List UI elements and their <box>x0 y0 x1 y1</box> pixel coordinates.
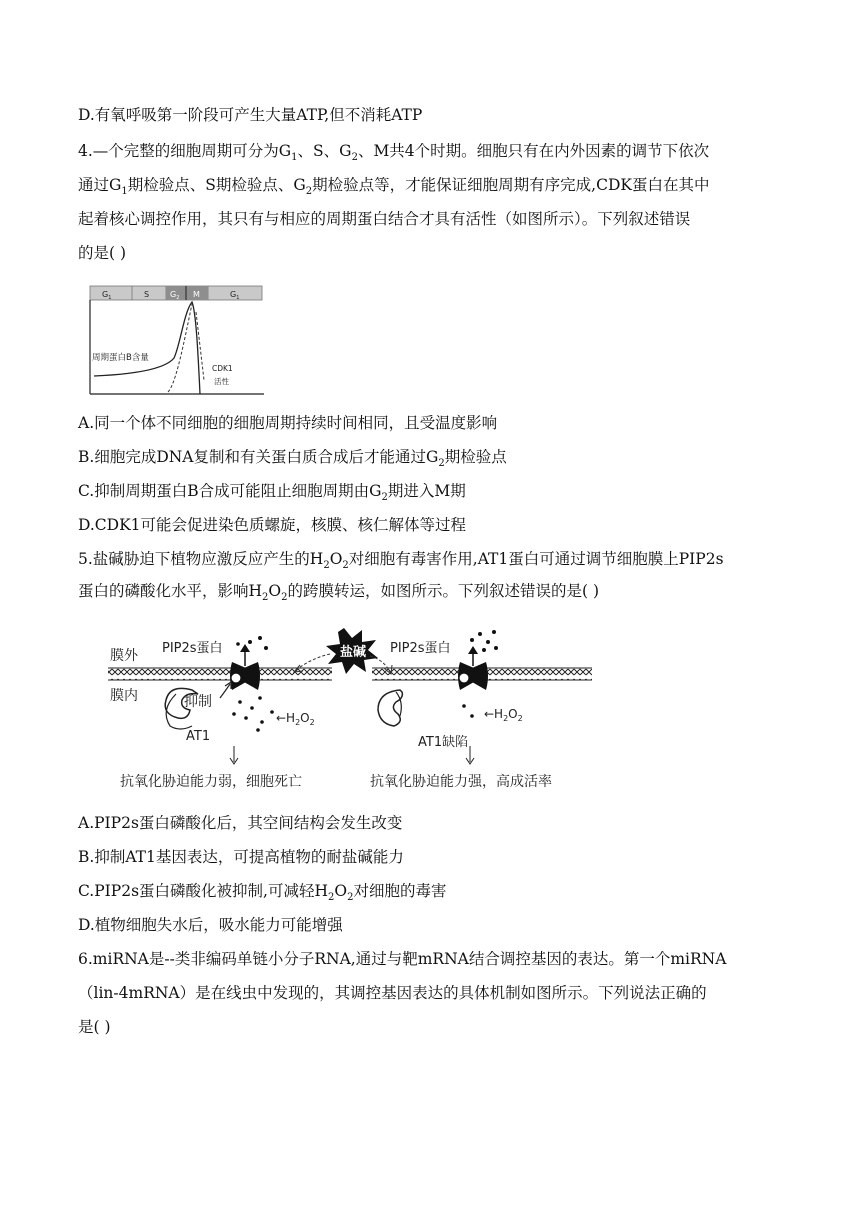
option-d-q3: D.有氧呼吸第一阶段可产生大量ATP,但不消耗ATP <box>78 106 423 124</box>
q4-stem-line2: 通过$G_1$期检验点、S期检验点、$G_2$期检验点等，才能保证细胞周期有序完成,CDK蛋白在其中 <box>78 176 710 198</box>
activity-label: 活性 <box>214 377 229 386</box>
q4-option-b: B.细胞完成DNA复制和有关蛋白质合成后才能通过$G_2$期检验点 <box>78 448 507 470</box>
q6-stem-line1: 6.miRNA是--类非编码单链小分子RNA,通过与靶mRNA结合调控基因的表达。第一个miRNA <box>78 950 727 968</box>
at1-label: AT1 <box>186 729 211 744</box>
cyclin-b-label: 周期蛋白B含量 <box>92 353 149 363</box>
q4-stem-line3: 起着核心调控作用，其只有与相应的周期蛋白结合才具有活性（如图所示）。下列叙述错误 <box>78 210 691 228</box>
membrane-figure <box>100 622 600 798</box>
q4-stem-line4: 的是( ) <box>78 244 127 262</box>
phase-g2-label: $G_2$ <box>170 290 180 301</box>
at1-defect-label: AT1缺陷 <box>418 735 469 750</box>
q5-stem-line2: 蛋白的磷酸化水平，影响$H_2O_2$的跨膜转运，如图所示。下列叙述错误的是( ) <box>78 582 600 604</box>
cell-cycle-figure <box>80 272 270 402</box>
result-right: 抗氧化胁迫能力强，高成活率 <box>370 774 552 790</box>
pip2s-label-right: PIP2s蛋白 <box>390 641 451 656</box>
cdk1-label: CDK1 <box>212 364 233 373</box>
h2o2-label-right: $\leftarrow H_2O_2$ <box>484 707 523 723</box>
inside-label: 膜内 <box>110 688 138 704</box>
q5-option-a: A.PIP2s蛋白磷酸化后，其空间结构会发生改变 <box>78 814 403 832</box>
q6-stem-line3: 是( ) <box>78 1018 111 1036</box>
q6-stem-line2: （lin-4mRNA）是在线虫中发现的，其调控基因表达的具体机制如图所示。下列说法正确的 <box>78 984 707 1002</box>
outside-label: 膜外 <box>110 648 138 664</box>
q4-option-a: A.同一个体不同细胞的细胞周期持续时间相同，且受温度影响 <box>78 414 498 432</box>
svg-text:盐碱: 盐碱 <box>340 645 367 660</box>
h2o2-label-left: $\leftarrow H_2O_2$ <box>276 711 315 727</box>
q4-stem-line1: 4.—个完整的细胞周期可分为$G_1$、S、$G_2$、M共4个时期。细胞只有在内外因素的调节下依次 <box>78 142 710 164</box>
q5-option-d: D.植物细胞失水后，吸水能力可能增强 <box>78 916 343 934</box>
result-left: 抗氧化胁迫能力弱，细胞死亡 <box>120 774 302 790</box>
pip2s-label-left: PIP2s蛋白 <box>162 641 223 656</box>
q5-stem-line1: 5.盐碱胁迫下植物应激反应产生的$H_2O_2$对细胞有毒害作用,AT1蛋白可通过调节细胞膜上PIP2s <box>78 550 724 572</box>
phase-g1-label: $G_1$ <box>102 290 112 301</box>
phase-s-label: S <box>144 290 150 299</box>
q4-option-d: D.CDK1可能会促进染色质螺旋，核膜、核仁解体等过程 <box>78 516 467 534</box>
q5-option-b: B.抑制AT1基因表达，可提高植物的耐盐碱能力 <box>78 848 404 866</box>
q4-option-c: C.抑制周期蛋白B合成可能阻止细胞周期由$G_2$期进入M期 <box>78 482 466 504</box>
q5-option-c: C.PIP2s蛋白磷酸化被抑制,可减轻$H_2O_2$对细胞的毒害 <box>78 882 447 904</box>
membrane-left <box>108 668 332 680</box>
phase-g1b-label: $G_1$ <box>230 290 240 301</box>
phase-m-label: M <box>193 290 200 299</box>
inhibit-label: 抑制 <box>184 694 212 710</box>
